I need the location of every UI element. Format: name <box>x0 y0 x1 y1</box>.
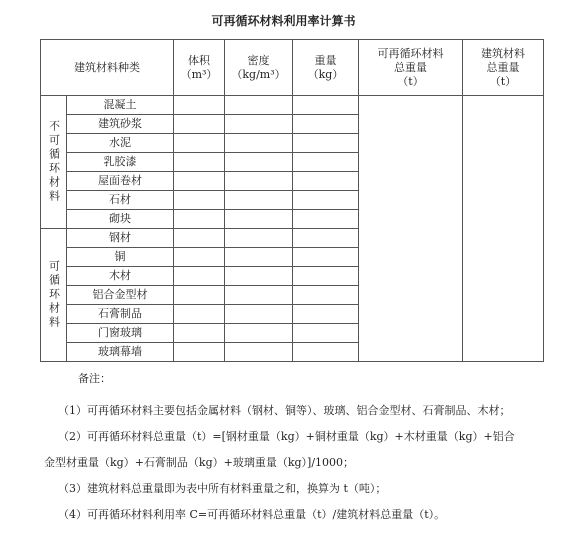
material-name: 乳胶漆 <box>67 153 174 172</box>
header-building-total <box>463 40 544 96</box>
table-row <box>41 96 544 115</box>
header-recyclable-total <box>359 40 463 96</box>
table-cell <box>293 153 359 172</box>
note-2a: （2）可再循环材料总重量（t）=[钢材重量（kg）+铜材重量（kg）+木材重量（kg）+铝合 <box>58 430 515 443</box>
document-title: 可再循环材料利用率计算书 <box>211 14 356 28</box>
material-name: 屋面卷材 <box>67 172 174 191</box>
table-cell <box>225 172 293 191</box>
header-building-total-label: 建筑材料 <box>481 46 525 60</box>
table-cell <box>225 134 293 153</box>
table-cell <box>293 115 359 134</box>
table-cell <box>293 172 359 191</box>
table-cell <box>293 324 359 343</box>
table-cell <box>225 286 293 305</box>
table-cell <box>174 115 225 134</box>
table-cell <box>174 191 225 210</box>
table-cell <box>174 134 225 153</box>
table-cell <box>293 229 359 248</box>
table-cell <box>174 305 225 324</box>
header-building-total-label-2: 总重量 <box>486 60 520 74</box>
note-4: （4）可再循环材料利用率 C=可再循环材料总重量（t）/建筑材料总重量（t）。 <box>58 508 446 521</box>
table-cell <box>225 153 293 172</box>
notes-section <box>44 370 559 528</box>
table-cell <box>174 248 225 267</box>
header-density-unit: （kg/m³） <box>231 67 286 81</box>
note-3: （3）建筑材料总重量即为表中所有材料重量之和，换算为 t（吨）； <box>58 482 387 495</box>
header-category: 建筑材料种类 <box>41 40 174 96</box>
table-cell <box>225 96 293 115</box>
table-cell <box>174 286 225 305</box>
table-cell <box>293 305 359 324</box>
table-cell <box>174 343 225 362</box>
table-cell <box>293 248 359 267</box>
material-table <box>40 39 544 362</box>
table-cell <box>174 96 225 115</box>
table-cell <box>293 267 359 286</box>
table-cell <box>293 96 359 115</box>
header-recyclable-total-label-2: 总重量 <box>394 60 427 74</box>
table-cell <box>293 210 359 229</box>
table-cell <box>293 286 359 305</box>
material-name: 混凝土 <box>67 96 174 115</box>
group-label: 不可循环材料 <box>41 96 67 229</box>
table-cell <box>174 172 225 191</box>
material-name: 砌块 <box>67 210 174 229</box>
table-cell <box>225 229 293 248</box>
material-name: 水泥 <box>67 134 174 153</box>
table-cell <box>225 305 293 324</box>
material-name: 木材 <box>67 267 174 286</box>
material-name: 铜 <box>67 248 174 267</box>
header-building-total-unit: （t） <box>489 74 517 88</box>
header-row <box>41 40 544 96</box>
table-cell <box>225 343 293 362</box>
material-name: 钢材 <box>67 229 174 248</box>
table-cell <box>225 210 293 229</box>
header-volume-label: 体积 <box>188 53 210 67</box>
header-recyclable-total-label: 可再循环材料 <box>377 46 444 60</box>
material-name: 铝合金型材 <box>67 286 174 305</box>
table-cell <box>174 324 225 343</box>
table-cell <box>225 191 293 210</box>
header-weight <box>293 40 359 96</box>
material-name: 门窗玻璃 <box>67 324 174 343</box>
table-cell <box>225 248 293 267</box>
header-volume-unit: （m³） <box>180 67 218 81</box>
header-recyclable-total-unit: （t） <box>397 74 424 88</box>
table-cell <box>293 343 359 362</box>
table-cell <box>293 191 359 210</box>
table-body <box>41 96 544 362</box>
table-cell <box>174 153 225 172</box>
note-2b: 金型材重量（kg）+石膏制品（kg）+玻璃重量（kg）]/1000； <box>44 456 355 469</box>
table-cell <box>293 134 359 153</box>
table-cell <box>225 267 293 286</box>
material-name: 石膏制品 <box>67 305 174 324</box>
material-name: 石材 <box>67 191 174 210</box>
header-density-label: 密度 <box>247 53 270 67</box>
building-total-cell <box>463 96 544 362</box>
group-label: 可循环材料 <box>41 229 67 362</box>
notes-title: 备注： <box>78 372 111 385</box>
header-weight-label: 重量 <box>314 53 337 67</box>
header-density <box>225 40 293 96</box>
header-volume <box>174 40 225 96</box>
table-cell <box>174 229 225 248</box>
material-name: 玻璃幕墙 <box>67 343 174 362</box>
table-cell <box>225 324 293 343</box>
header-weight-unit: （kg） <box>307 67 344 81</box>
table-cell <box>174 210 225 229</box>
table-cell <box>225 115 293 134</box>
note-1: （1）可再循环材料主要包括金属材料（钢材、铜等）、玻璃、铝合金型材、石膏制品、木材； <box>58 404 511 417</box>
material-name: 建筑砂浆 <box>67 115 174 134</box>
table-cell <box>174 267 225 286</box>
recyclable-total-cell <box>359 96 463 362</box>
